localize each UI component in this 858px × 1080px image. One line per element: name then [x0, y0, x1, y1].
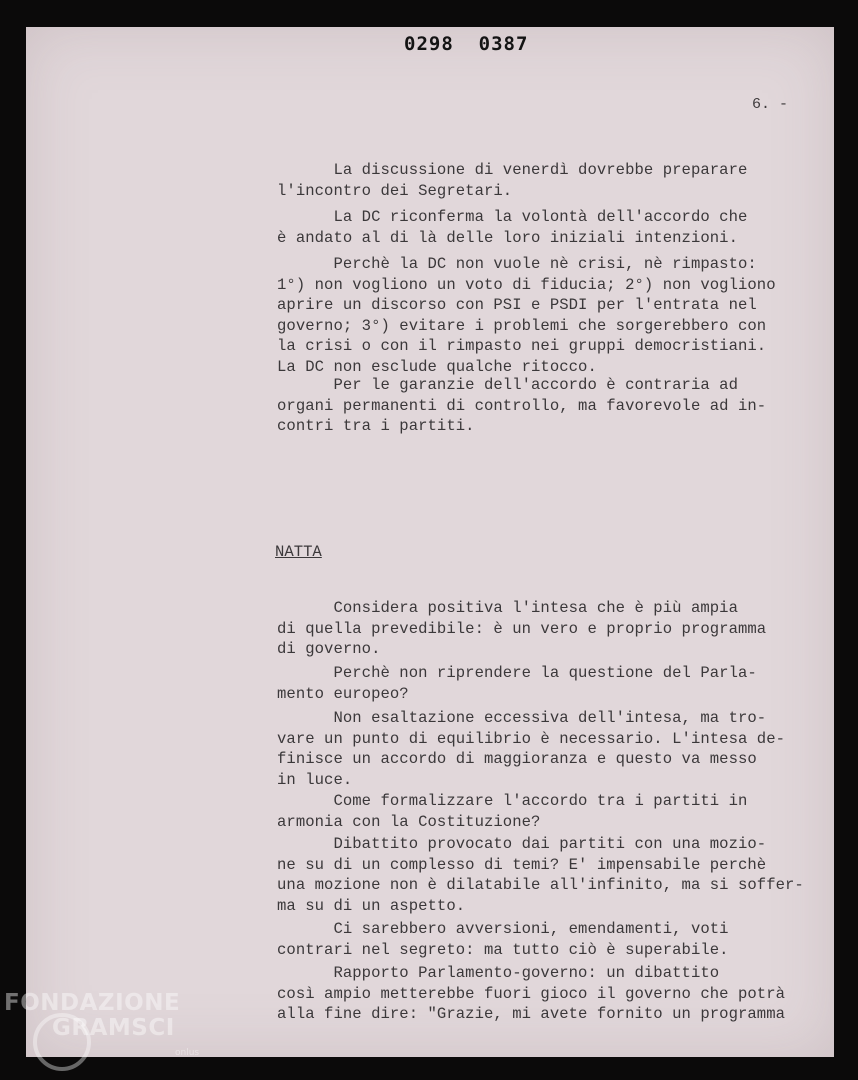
speaker-heading: NATTA	[275, 543, 322, 561]
paragraph-11: Rapporto Parlamento-governo: un dibattito così ampio metterebbe fuori gioco il governo che potrà alla fine dire: "Grazie, mi avete fornito un programma	[277, 964, 786, 1023]
logo-line3: onlus	[175, 1048, 200, 1058]
paragraph-7: Non esaltazione eccessiva dell'intesa, ma tro- vare un punto di equilibrio è necessario. L'intesa de- finisce un accordo di maggioranza e questo va messo in luce.	[277, 709, 786, 789]
fondazione-gramsci-logo	[0, 985, 230, 1080]
paragraph-9: Dibattito provocato dai partiti con una mozio- ne su di un complesso di temi? E' impensabile perchè una mozione non è dilatabile all'infinito, ma si soffer- ma su di un aspetto.	[277, 835, 804, 915]
paragraph-4: Per le garanzie dell'accordo è contraria ad organi permanenti di controllo, ma favorevole ad in- contri tra i partiti.	[277, 376, 767, 435]
paragraph-8: Come formalizzare l'accordo tra i partiti in armonia con la Costituzione?	[277, 792, 748, 831]
paragraph-5: Considera positiva l'intesa che è più ampia di quella prevedibile: è un vero e proprio programma di governo.	[277, 599, 767, 658]
paragraph-1: La discussione di venerdì dovrebbe preparare l'incontro dei Segretari.	[277, 161, 748, 200]
archive-number: 0298 0387	[404, 33, 529, 55]
logo-line2: GRAMSCI	[52, 1015, 175, 1041]
paragraph-6: Perchè non riprendere la questione del Parla- mento europeo?	[277, 664, 757, 703]
paragraph-10: Ci sarebbero avversioni, emendamenti, voti contrari nel segreto: ma tutto ciò è superabile.	[277, 920, 729, 959]
paragraph-3: Perchè la DC non vuole nè crisi, nè rimpasto: 1°) non vogliono un voto di fiducia; 2°) non vogliono aprire un discorso con PSI e PSDI per l'entrata nel governo; 3°) evitare i problemi che sorgerebbero con la crisi o con il rimpasto nei gruppi democristiani. La DC non esclude qualche ritocco.	[277, 255, 776, 376]
logo-line1: FONDAZIONE	[4, 990, 181, 1016]
page-number: 6. -	[752, 96, 789, 113]
paragraph-2: La DC riconferma la volontà dell'accordo che è andato al di là delle loro iniziali intenzioni.	[277, 208, 748, 247]
